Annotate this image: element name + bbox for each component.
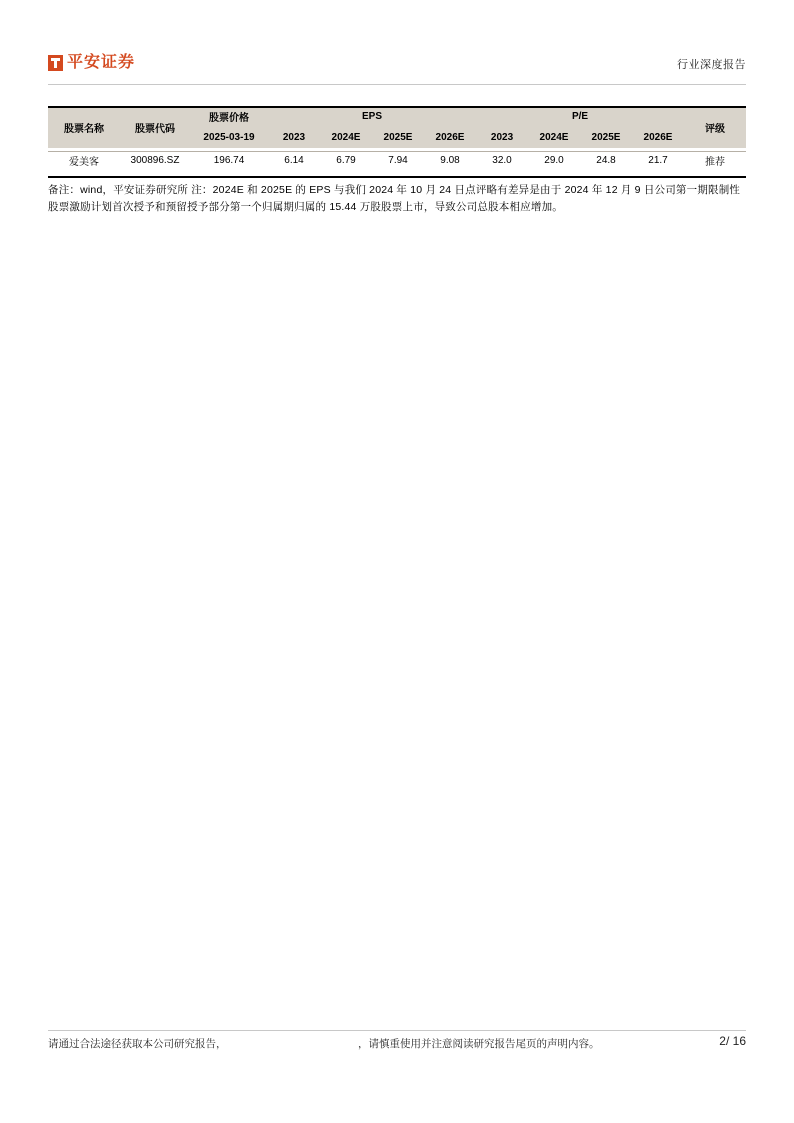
financial-table xyxy=(48,106,746,172)
col-eps-2023: 2023 xyxy=(268,127,320,148)
cell-price: 196.74 xyxy=(190,148,268,172)
table-bottom-rule xyxy=(48,176,746,178)
brand-logo xyxy=(48,54,135,72)
col-stock-name: 股票名称 xyxy=(48,106,120,148)
cell-pe-2023: 32.0 xyxy=(476,148,528,172)
cell-pe-2025e: 24.8 xyxy=(580,148,632,172)
footer-divider xyxy=(48,1030,746,1031)
report-type-label: 行业深度报告 xyxy=(677,59,746,71)
col-group-eps: EPS xyxy=(268,106,476,127)
col-eps-2026e: 2026E xyxy=(424,127,476,148)
cell-rating: 推荐 xyxy=(684,148,746,172)
col-rating: 评级 xyxy=(684,106,746,148)
cell-eps-2024e: 6.79 xyxy=(320,148,372,172)
brand-mark-icon xyxy=(48,55,63,71)
page-header xyxy=(48,54,746,90)
col-pe-2025e: 2025E xyxy=(580,127,632,148)
page-number: 2/ 16 xyxy=(719,1034,746,1048)
brand-name: 平安证券 xyxy=(67,54,136,71)
col-pe-2024e: 2024E xyxy=(528,127,580,148)
col-eps-2024e: 2024E xyxy=(320,127,372,148)
footer-center-text: ，请慎重使用并注意阅读研究报告尾页的声明内容。 xyxy=(358,1038,600,1050)
col-group-pe: P/E xyxy=(476,106,684,127)
cell-pe-2024e: 29.0 xyxy=(528,148,580,172)
cell-eps-2023: 6.14 xyxy=(268,148,320,172)
cell-stock-name: 爱美客 xyxy=(48,148,120,172)
cell-eps-2025e: 7.94 xyxy=(372,148,424,172)
table-note: 备注：wind，平安证券研究所 注：2024E 和 2025E 的 EPS 与我们 2024 年 10 月 24 日点评略有差异是由于 2024 年 12 月 9 日公司第一期限制性股票激励计划首次授予和预留授予部分第一个归属期归属的 15.44 万股股票上市，导致公司总股本相应增加。 xyxy=(48,184,741,213)
col-eps-2025e: 2025E xyxy=(372,127,424,148)
table-top-rule xyxy=(48,106,746,108)
table-header-divider xyxy=(48,151,746,152)
col-stock-code: 股票代码 xyxy=(120,106,190,148)
col-group-price: 股票价格 xyxy=(190,106,268,127)
page-footer xyxy=(48,1036,746,1054)
col-price-date: 2025-03-19 xyxy=(190,127,268,148)
footer-left-text: 请通过合法途径获取本公司研究报告， xyxy=(48,1038,227,1050)
cell-stock-code: 300896.SZ xyxy=(120,148,190,172)
table-header-row-1 xyxy=(48,106,746,127)
col-pe-2026e: 2026E xyxy=(632,127,684,148)
col-pe-2023: 2023 xyxy=(476,127,528,148)
cell-pe-2026e: 21.7 xyxy=(632,148,684,172)
header-divider xyxy=(48,84,746,85)
cell-eps-2026e: 9.08 xyxy=(424,148,476,172)
